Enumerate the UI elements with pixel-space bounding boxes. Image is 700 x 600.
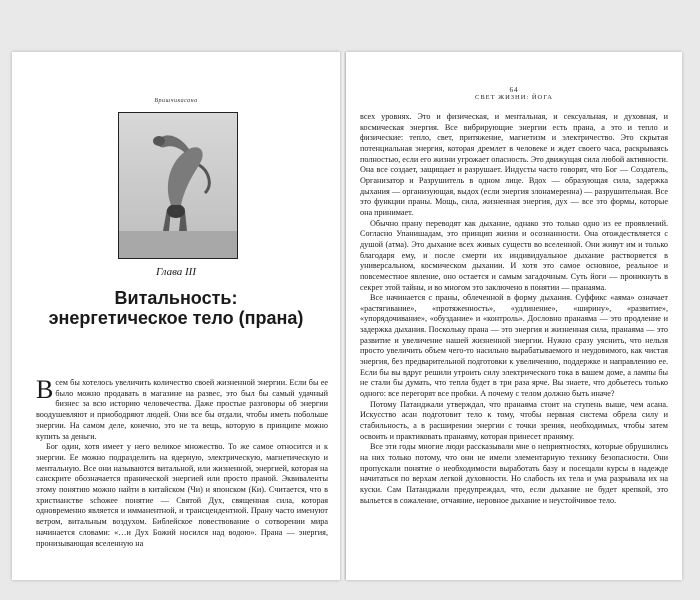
right-page	[346, 52, 682, 580]
chapter-title-line-1: Витальность:	[114, 288, 238, 308]
left-page	[12, 52, 340, 580]
yoga-pose-photo	[118, 112, 238, 259]
left-paragraph-1	[36, 375, 328, 442]
left-paragraph-1-text: сем бы хотелось увеличить количество своей жизненной энергии. Если бы ее было можно продавать в магазине на развес, это был бы самый удачный бизнес за всю историю человечества. Даже простые разговоры об энергии воодушевляют и приободряют людей. Они все бы отдали, чтобы иметь побольше энергии. На самом деле, конечно, это не та вещь, которую в принципе можно купить за деньги.	[36, 378, 328, 441]
right-paragraph-5: Все эти годы многие люди рассказывали мне о неприятностях, которые обрушились на них только потому, что они не имели элементарную технику безопасности. Они пропускали понятие о необходимости выработать базу и посещали курсы в надежде начитаться по верхам легкой духовности. Но слабость их тела и ума разрывала их на куски. Сам Патанджали предупреждал, что, если дыхание не будет крепкой, это выльется в сожаление, отчаяние, неровное дыхание и неустойчивое тело.	[360, 442, 668, 505]
drop-cap: В	[36, 375, 54, 404]
right-body-text	[360, 112, 668, 506]
right-paragraph-2: Обычно прану переводят как дыхание, однако это только одно из ее проявлений. Согласно Упанишадам, это принцип жизни и осознанности. Она отождествляется с душой (атма). Это дыхание всех живых существ во вселенной. Они живут им и только благодаря ему, и после смерти их индивидуальное дыхание растворяется в универсальном, космическом дыхании. И хотя это самое основное, реальное и повсеместное явление, оно остается и самым загадочным. Суть йоги — проникнуть в секрет этой тайны, и во многом это заключено в понятии — пранаяма.	[360, 218, 668, 292]
right-paragraph-4: Потому Патанджали утверждал, что пранаяма стоит на ступень выше, чем асана. Искусство асан подготовит тело к тому, чтобы нервная система обрела силу и стабильность, а в расширении энергии с точки зрения, необходимых, чтобы затем освоить и практиковать пранаяму, которая принесет праняму.	[360, 399, 668, 441]
chapter-title	[12, 288, 340, 328]
left-paragraph-2: Бог один, хотя имеет у него великое множество. То же самое относится и к энергии. Ее можно подразделить на ядерную, электрическую, магнетическую и ментальную. Все они называются витальной, или жизненной, энергией, которая на санскрите обозначается праничеcкой энергией или просто праной. Эквиваленты этому понятию можно найти в китайском (Чи) и японском (Ки). Считается, что в христианстве schожее понятие — Святой Дух, священная сила, которая одновременно является и имманентной, и трансцендентной. Прану часто именуют ветром, витальным воздухом. Библейское повествование о сотворении мира начинается словами: «…и Дух Божий носился над водою». Прана — энергия, пронизывающая вселенную на	[36, 442, 328, 548]
right-paragraph-1: всех уровнях. Это и физическая, и ментальная, и сексуальная, и духовная, и космическая энергия. Все вибрирующие энергии есть прана, а это и тепло и физические: тепло, свет, притяжение, магнетизм и электричество. Это скрытая потенциальная энергия, которая дремлет в человеке и ждет своего часа, раскрываясь полностью, если его жизни угрожает опасность. Это движущая сила любой активности. Она все создает, защищает и разрушает. Индусты часто говорят, что Бог — Создатель, Организатор и Разрушитель в одном лице. Вдох — образующая сила, задержка дыхания — организующая, выдох (если энергия злонамеренна) — разрушительная. Все это функции праны. Мощь, сила, жизненная энергия, дух — все это формы, которые она принимает.	[360, 112, 668, 217]
running-head	[346, 86, 682, 102]
running-head-title: СВЕТ ЖИЗНИ: ЙОГА	[475, 94, 553, 101]
chapter-label: Глава III	[155, 266, 197, 278]
page-number: 64	[509, 86, 519, 94]
right-paragraph-3: Все начинается с праны, облеченной в форму дыхания. Суффикс «аяма» означает «растягивание», «протяженность», «удлинение», «ширину», «развитие», «упорядочивание», «обуздание» и «контроль». Дословно пранаяма — это продление и задержка дыхания. Поскольку прана — это энергия и жизненная сила, пранаяма — это развитие и увеличение нашей жизненной энергии. Нужно сразу уяснить, что нельзя просто увеличить объем чего-то насильно вырабатываемого и неудовимого, как чистая энергия, без предварительной подготовки к увеличению, поддержке и направлению ее. Если бы вы вдруг решили утроить силу электрического тока в вашем доме, а лампы бы не стали бы думать, что тепла будет в три раза ярче. Вы знаете, что добьетесь только одного: все перегорят все пробки. А почему с телом должно быть иначе?	[360, 293, 668, 399]
left-body-text	[36, 375, 328, 549]
chapter-title-line-2: энергетическое тело (прана)	[48, 308, 304, 328]
photo-caption: Вришчикасана	[154, 98, 198, 104]
